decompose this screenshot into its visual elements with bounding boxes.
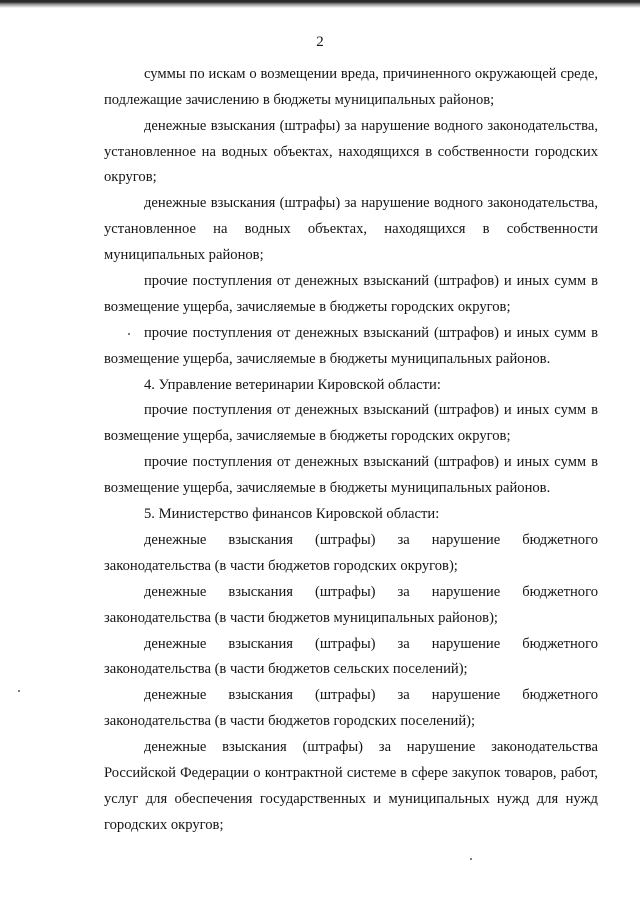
scan-speck [128, 333, 130, 335]
paragraph-7: прочие поступления от денежных взысканий (штрафов) и иных сумм в возмещение ущерба, зачисляемые в бюджеты муниципальных районов. [104, 454, 598, 497]
paragraph-5: прочие поступления от денежных взысканий (штрафов) и иных сумм в возмещение ущерба, зачисляемые в бюджеты муниципальных районов. [104, 324, 598, 367]
page-number: 2 [316, 34, 324, 50]
section-heading-5: 5. Министерство финансов Кировской области: [144, 506, 440, 523]
paragraph-3: денежные взыскания (штрафы) за нарушение водного законодательства, установленное на водных объектах, находящихся в собственности муниципальных районов; [104, 195, 598, 263]
paragraph-4: прочие поступления от денежных взысканий (штрафов) и иных сумм в возмещение ущерба, зачисляемые в бюджеты городских округов; [104, 272, 598, 315]
section-heading-4: 4. Управление ветеринарии Кировской области: [144, 376, 441, 393]
paragraph-8: денежные взыскания (штрафы) за нарушение бюджетного законодательства (в части бюджетов городских округов); [104, 532, 598, 574]
scan-speck [470, 858, 472, 860]
paragraph-10: денежные взыскания (штрафы) за нарушение бюджетного законодательства (в части бюджетов сельских поселений); [104, 635, 598, 678]
scan-top-edge [0, 0, 640, 8]
paragraph-9: денежные взыскания (штрафы) за нарушение бюджетного законодательства (в части бюджетов муниципальных районов); [104, 583, 598, 626]
document-body [104, 62, 598, 838]
paragraph-6: прочие поступления от денежных взысканий (штрафов) и иных сумм в возмещение ущерба, зачисляемые в бюджеты городских округов; [104, 402, 598, 445]
paragraph-1: суммы по искам о возмещении вреда, причиненного окружающей среде, подлежащие зачислению в бюджеты муниципальных районов; [104, 66, 598, 108]
paragraph-2: денежные взыскания (штрафы) за нарушение водного законодательства, установленное на водных объектах, находящихся в собственности городских округов; [104, 117, 598, 186]
paragraph-12: денежные взыскания (штрафы) за нарушение законодательства Российской Федерации о контрактной системе в сфере закупок товаров, работ, услуг для обеспечения государственных и муниципальных нужд для нужд городских округов; [104, 739, 598, 833]
scan-speck [18, 690, 20, 692]
paragraph-11: денежные взыскания (штрафы) за нарушение бюджетного законодательства (в части бюджетов городских поселений); [104, 687, 598, 730]
